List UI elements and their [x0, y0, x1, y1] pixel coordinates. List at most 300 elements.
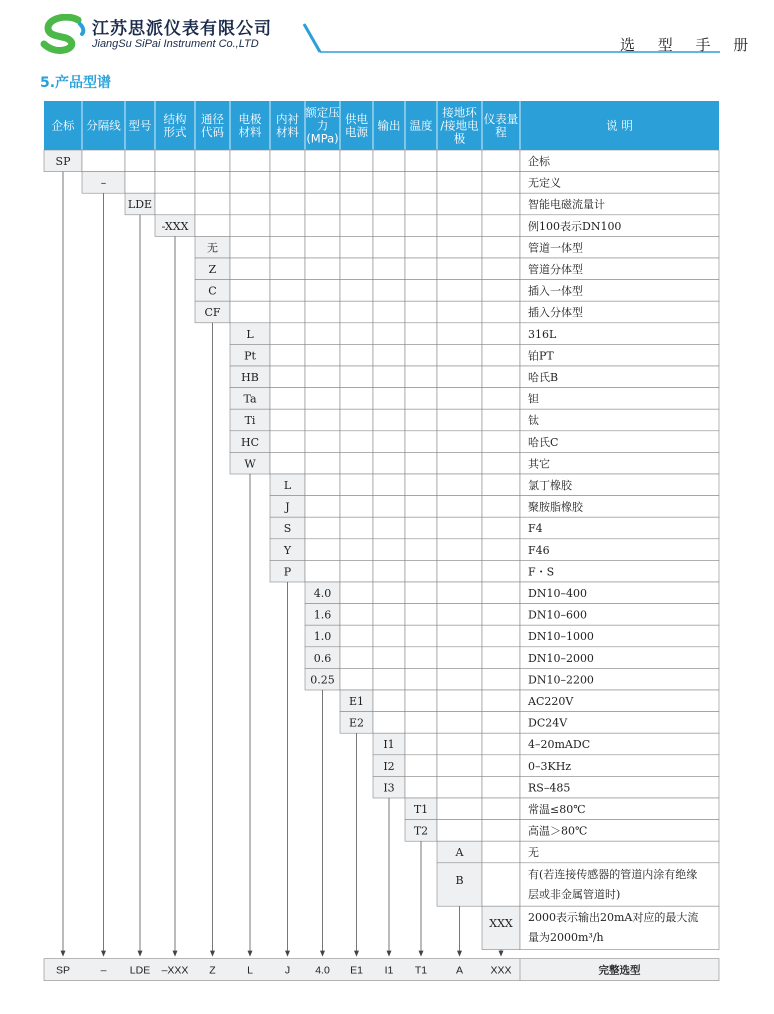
row-code: S	[283, 522, 292, 536]
empty-cell	[405, 301, 437, 323]
empty-cell	[305, 193, 340, 215]
bottom-cell: SP	[55, 964, 71, 977]
empty-cell	[340, 150, 373, 172]
empty-cell	[405, 733, 437, 755]
empty-cell	[482, 301, 520, 323]
row-description: 4–20mADC	[528, 738, 591, 752]
empty-cell	[305, 452, 340, 474]
row-code: LDE	[127, 198, 153, 212]
empty-cell	[482, 841, 520, 863]
row-code: I1	[383, 738, 395, 752]
empty-cell	[270, 366, 305, 388]
empty-cell	[373, 452, 405, 474]
empty-cell	[482, 647, 520, 669]
arrow-head	[248, 951, 253, 957]
empty-cell	[230, 193, 270, 215]
empty-cell	[437, 215, 482, 237]
empty-cell	[437, 798, 482, 820]
row-description: DN10–1000	[528, 630, 594, 644]
arrow-head	[138, 951, 143, 957]
empty-cell	[373, 193, 405, 215]
row-description: F46	[528, 543, 550, 557]
empty-cell	[482, 755, 520, 777]
empty-cell	[340, 323, 373, 345]
arrow-head	[419, 951, 424, 957]
row-description: 0–3KHz	[528, 759, 572, 773]
empty-cell	[230, 258, 270, 280]
empty-cell	[405, 668, 437, 690]
empty-cell	[230, 150, 270, 172]
header-cell-4: 代码	[201, 125, 224, 139]
row-description: DN10–2000	[528, 651, 594, 665]
company-name-cn: 江苏思派仪表有限公司	[92, 19, 272, 39]
empty-cell	[340, 474, 373, 496]
empty-cell	[482, 366, 520, 388]
row-code: I3	[383, 781, 395, 795]
header-cell-8: 供电	[345, 112, 368, 126]
row-description: 哈氏B	[528, 371, 559, 384]
row-code: 1.0	[313, 630, 332, 644]
empty-cell	[437, 172, 482, 194]
empty-cell	[405, 236, 437, 258]
row-description: DN10–600	[528, 608, 587, 622]
empty-cell	[270, 172, 305, 194]
empty-cell	[482, 820, 520, 842]
row-description: DC24V	[528, 716, 568, 730]
empty-cell	[373, 150, 405, 172]
empty-cell	[405, 604, 437, 626]
empty-cell	[405, 755, 437, 777]
empty-cell	[482, 625, 520, 647]
empty-cell	[305, 474, 340, 496]
row-description: 企标	[528, 155, 550, 168]
row-code: E2	[348, 716, 365, 730]
empty-cell	[482, 539, 520, 561]
empty-cell	[437, 280, 482, 302]
empty-cell	[270, 280, 305, 302]
empty-cell	[482, 604, 520, 626]
empty-cell	[195, 172, 230, 194]
empty-cell	[482, 452, 520, 474]
empty-cell	[270, 193, 305, 215]
row-code: 无	[207, 241, 218, 255]
empty-cell	[405, 388, 437, 410]
empty-cell	[405, 193, 437, 215]
empty-cell	[373, 409, 405, 431]
header-cell-4: 通径	[201, 112, 224, 126]
empty-cell	[405, 344, 437, 366]
row-code: C	[208, 284, 217, 298]
bottom-cell: J	[284, 964, 291, 977]
empty-cell	[340, 172, 373, 194]
empty-cell	[405, 366, 437, 388]
empty-cell	[340, 366, 373, 388]
empty-cell	[437, 755, 482, 777]
row-description: 智能电磁流量计	[528, 198, 605, 212]
empty-cell	[340, 625, 373, 647]
empty-cell	[437, 517, 482, 539]
bottom-cell: 4.0	[315, 964, 330, 977]
empty-cell	[482, 388, 520, 410]
empty-cell	[437, 193, 482, 215]
empty-cell	[373, 344, 405, 366]
empty-cell	[270, 431, 305, 453]
arrow-head	[61, 951, 66, 957]
empty-cell	[373, 647, 405, 669]
empty-cell	[270, 236, 305, 258]
empty-cell	[405, 582, 437, 604]
empty-cell	[230, 215, 270, 237]
row-code: Y	[283, 543, 292, 557]
empty-cell	[437, 388, 482, 410]
empty-cell	[373, 258, 405, 280]
bottom-cell: L	[247, 964, 253, 977]
header-cell-5: 电极	[238, 112, 262, 126]
empty-cell	[230, 301, 270, 323]
empty-cell	[340, 604, 373, 626]
empty-cell	[373, 625, 405, 647]
row-code: W	[244, 457, 256, 471]
empty-cell	[405, 496, 437, 518]
empty-cell	[437, 258, 482, 280]
empty-cell	[482, 150, 520, 172]
row-description: 钽	[528, 392, 539, 406]
empty-cell	[340, 452, 373, 474]
header-cell-1: 分隔线	[86, 118, 121, 133]
row-description: 其它	[528, 457, 550, 471]
empty-cell	[340, 344, 373, 366]
empty-cell	[405, 517, 437, 539]
row-code: HC	[240, 435, 260, 449]
row-code: Z	[208, 263, 217, 276]
bottom-cell: –XXX	[161, 964, 189, 977]
empty-cell	[405, 258, 437, 280]
row-code: J	[285, 500, 290, 514]
row-code: B	[455, 873, 464, 887]
row-code: Ti	[244, 414, 256, 428]
empty-cell	[482, 258, 520, 280]
row-code: 4.0	[313, 587, 332, 600]
empty-cell	[82, 150, 125, 172]
header-cell-12: 程	[495, 125, 507, 139]
header-cell-0: 企标	[51, 118, 75, 133]
empty-cell	[155, 172, 195, 194]
empty-cell	[482, 409, 520, 431]
empty-cell	[437, 539, 482, 561]
empty-cell	[305, 236, 340, 258]
empty-cell	[437, 236, 482, 258]
empty-cell	[373, 301, 405, 323]
empty-cell	[437, 647, 482, 669]
bottom-cell: XXX	[490, 964, 512, 977]
empty-cell	[437, 712, 482, 734]
arrow-head	[285, 951, 290, 957]
empty-cell	[305, 215, 340, 237]
empty-cell	[405, 323, 437, 345]
header-cell-6: 材料	[276, 125, 299, 139]
empty-cell	[405, 172, 437, 194]
empty-cell	[340, 668, 373, 690]
empty-cell	[437, 496, 482, 518]
arrow-head	[320, 951, 325, 957]
desc-cell	[520, 517, 719, 539]
empty-cell	[405, 625, 437, 647]
empty-cell	[305, 323, 340, 345]
empty-cell	[482, 776, 520, 798]
empty-cell	[373, 172, 405, 194]
empty-cell	[482, 690, 520, 712]
empty-cell	[437, 776, 482, 798]
arrow-head	[499, 951, 504, 957]
empty-cell	[373, 560, 405, 582]
header-cell-7: 力	[316, 118, 329, 133]
empty-cell	[373, 582, 405, 604]
desc-cell	[520, 539, 719, 561]
empty-cell	[340, 560, 373, 582]
empty-cell	[340, 388, 373, 410]
empty-cell	[373, 668, 405, 690]
empty-cell	[482, 280, 520, 302]
arrow-head	[457, 951, 462, 957]
empty-cell	[373, 431, 405, 453]
empty-cell	[482, 236, 520, 258]
empty-cell	[340, 496, 373, 518]
bottom-cell: T1	[414, 964, 428, 977]
arrow-head	[210, 951, 215, 957]
empty-cell	[125, 172, 155, 194]
row-description: 316L	[528, 327, 557, 341]
empty-cell	[482, 560, 520, 582]
empty-cell	[305, 150, 340, 172]
empty-cell	[482, 668, 520, 690]
arrow-head	[387, 951, 392, 957]
row-code: A	[455, 846, 464, 860]
header-cell-3: 结构	[163, 112, 187, 126]
empty-cell	[437, 301, 482, 323]
empty-cell	[373, 690, 405, 712]
empty-cell	[195, 193, 230, 215]
empty-cell	[305, 539, 340, 561]
empty-cell	[437, 431, 482, 453]
empty-cell	[270, 388, 305, 410]
empty-cell	[305, 517, 340, 539]
empty-cell	[437, 344, 482, 366]
empty-cell	[405, 712, 437, 734]
empty-cell	[373, 280, 405, 302]
header-cell-6: 内衬	[276, 112, 299, 126]
row-description: AC220V	[528, 695, 574, 708]
empty-cell	[270, 301, 305, 323]
empty-cell	[270, 409, 305, 431]
row-description: 氯丁橡胶	[528, 479, 572, 492]
empty-cell	[482, 798, 520, 820]
row-description: 无定义	[528, 176, 561, 190]
empty-cell	[437, 820, 482, 842]
desc-cell	[520, 409, 719, 431]
empty-cell	[482, 733, 520, 755]
row-description: 例100表示DN100	[528, 219, 622, 233]
empty-cell	[437, 690, 482, 712]
row-code: 0.6	[313, 651, 332, 665]
empty-cell	[437, 625, 482, 647]
arrow-head	[101, 951, 106, 957]
row-description: 高温＞80℃	[528, 824, 588, 838]
empty-cell	[373, 517, 405, 539]
empty-cell	[373, 712, 405, 734]
empty-cell	[437, 733, 482, 755]
header-cell-2: 型号	[128, 118, 152, 133]
row-description: DN10–400	[528, 587, 587, 600]
bottom-cell: A	[455, 964, 464, 977]
row-description: 常温≤80℃	[528, 803, 586, 816]
header-cell-10: 温度	[409, 118, 433, 133]
row-code: 0.25	[310, 673, 335, 687]
empty-cell	[373, 604, 405, 626]
empty-cell	[340, 539, 373, 561]
empty-cell	[340, 409, 373, 431]
empty-cell	[305, 344, 340, 366]
row-description: 2000表示输出20mA对应的最大流	[528, 911, 699, 925]
empty-cell	[482, 323, 520, 345]
bottom-cell: –	[100, 964, 107, 977]
row-code: Ta	[243, 392, 257, 406]
empty-cell	[340, 236, 373, 258]
empty-cell	[437, 323, 482, 345]
empty-cell	[482, 496, 520, 518]
empty-cell	[405, 452, 437, 474]
empty-cell	[155, 193, 195, 215]
empty-cell	[482, 863, 520, 906]
empty-cell	[230, 236, 270, 258]
header-cell-5: 材料	[238, 125, 262, 139]
empty-cell	[340, 647, 373, 669]
empty-cell	[270, 452, 305, 474]
empty-cell	[340, 582, 373, 604]
row-description: 有(若连接传感器的管道内涂有绝缘	[528, 867, 698, 881]
empty-cell	[482, 582, 520, 604]
empty-cell	[482, 431, 520, 453]
empty-cell	[437, 474, 482, 496]
row-description: 聚胺脂橡胶	[528, 500, 583, 514]
empty-cell	[437, 150, 482, 172]
header-cell-7: (MPa)	[306, 131, 339, 146]
empty-cell	[405, 560, 437, 582]
empty-cell	[230, 280, 270, 302]
row-code: –	[100, 176, 107, 190]
empty-cell	[405, 539, 437, 561]
empty-cell	[305, 301, 340, 323]
company-name-en: JiangSu SiPai Instrument Co.,LTD	[92, 38, 259, 50]
bottom-cell: E1	[350, 964, 363, 977]
row-description: F4	[528, 522, 543, 536]
empty-cell	[270, 150, 305, 172]
row-code: T2	[413, 824, 429, 838]
row-description: 铂PT	[528, 349, 554, 363]
empty-cell	[305, 280, 340, 302]
row-code: XXX	[489, 917, 513, 931]
empty-cell	[405, 690, 437, 712]
empty-cell	[373, 215, 405, 237]
section-title: 5.产品型谱	[40, 75, 112, 91]
empty-cell	[373, 474, 405, 496]
empty-cell	[373, 366, 405, 388]
header-cell-11: 极	[453, 131, 466, 146]
row-description: DN10–2200	[528, 673, 594, 687]
empty-cell	[405, 647, 437, 669]
row-code: CF	[204, 306, 221, 320]
row-description: 管道分体型	[528, 263, 583, 276]
row-code: I2	[383, 759, 395, 773]
empty-cell	[437, 452, 482, 474]
empty-cell	[405, 776, 437, 798]
empty-cell	[340, 215, 373, 237]
empty-cell	[405, 150, 437, 172]
header-cell-13: 说 明	[606, 118, 633, 133]
header-cell-9: 输出	[377, 118, 401, 133]
empty-cell	[155, 150, 195, 172]
empty-cell	[195, 215, 230, 237]
row-code: L	[283, 479, 292, 492]
empty-cell	[482, 517, 520, 539]
empty-cell	[340, 431, 373, 453]
header-cell-8: 电源	[345, 125, 368, 139]
row-description: 无	[528, 846, 539, 860]
empty-cell	[482, 172, 520, 194]
empty-cell	[405, 474, 437, 496]
empty-cell	[482, 215, 520, 237]
empty-cell	[482, 712, 520, 734]
row-code: E1	[348, 695, 365, 708]
empty-cell	[373, 236, 405, 258]
empty-cell	[305, 431, 340, 453]
empty-cell	[373, 323, 405, 345]
header-cell-7: 额定压	[305, 105, 340, 120]
header-cell-3: 形式	[163, 125, 187, 139]
empty-cell	[305, 258, 340, 280]
empty-cell	[195, 150, 230, 172]
empty-cell	[305, 366, 340, 388]
empty-cell	[340, 517, 373, 539]
empty-cell	[482, 474, 520, 496]
manual-title: 选 型 手 册	[620, 36, 758, 54]
header-cell-11: /接地电	[440, 118, 479, 133]
row-code: P	[283, 565, 292, 579]
row-description: RS–485	[528, 781, 571, 795]
empty-cell	[270, 258, 305, 280]
empty-cell	[230, 172, 270, 194]
row-description: 管道一体型	[528, 241, 583, 255]
empty-cell	[270, 215, 305, 237]
empty-cell	[437, 560, 482, 582]
row-description: 哈氏C	[528, 435, 559, 449]
arrow-head	[354, 951, 359, 957]
desc-cell	[520, 388, 719, 410]
arrow-head	[173, 951, 178, 957]
empty-cell	[405, 280, 437, 302]
empty-cell	[482, 344, 520, 366]
empty-cell	[270, 323, 305, 345]
row-description: 插入分体型	[528, 306, 583, 320]
bottom-cell: LDE	[129, 964, 151, 977]
empty-cell	[270, 344, 305, 366]
row-description: 层或非金属管道时)	[528, 887, 621, 901]
row-code: SP	[55, 155, 71, 168]
empty-cell	[437, 604, 482, 626]
row-code: -XXX	[161, 219, 189, 233]
row-code: HB	[241, 371, 259, 384]
empty-cell	[373, 539, 405, 561]
empty-cell	[437, 668, 482, 690]
